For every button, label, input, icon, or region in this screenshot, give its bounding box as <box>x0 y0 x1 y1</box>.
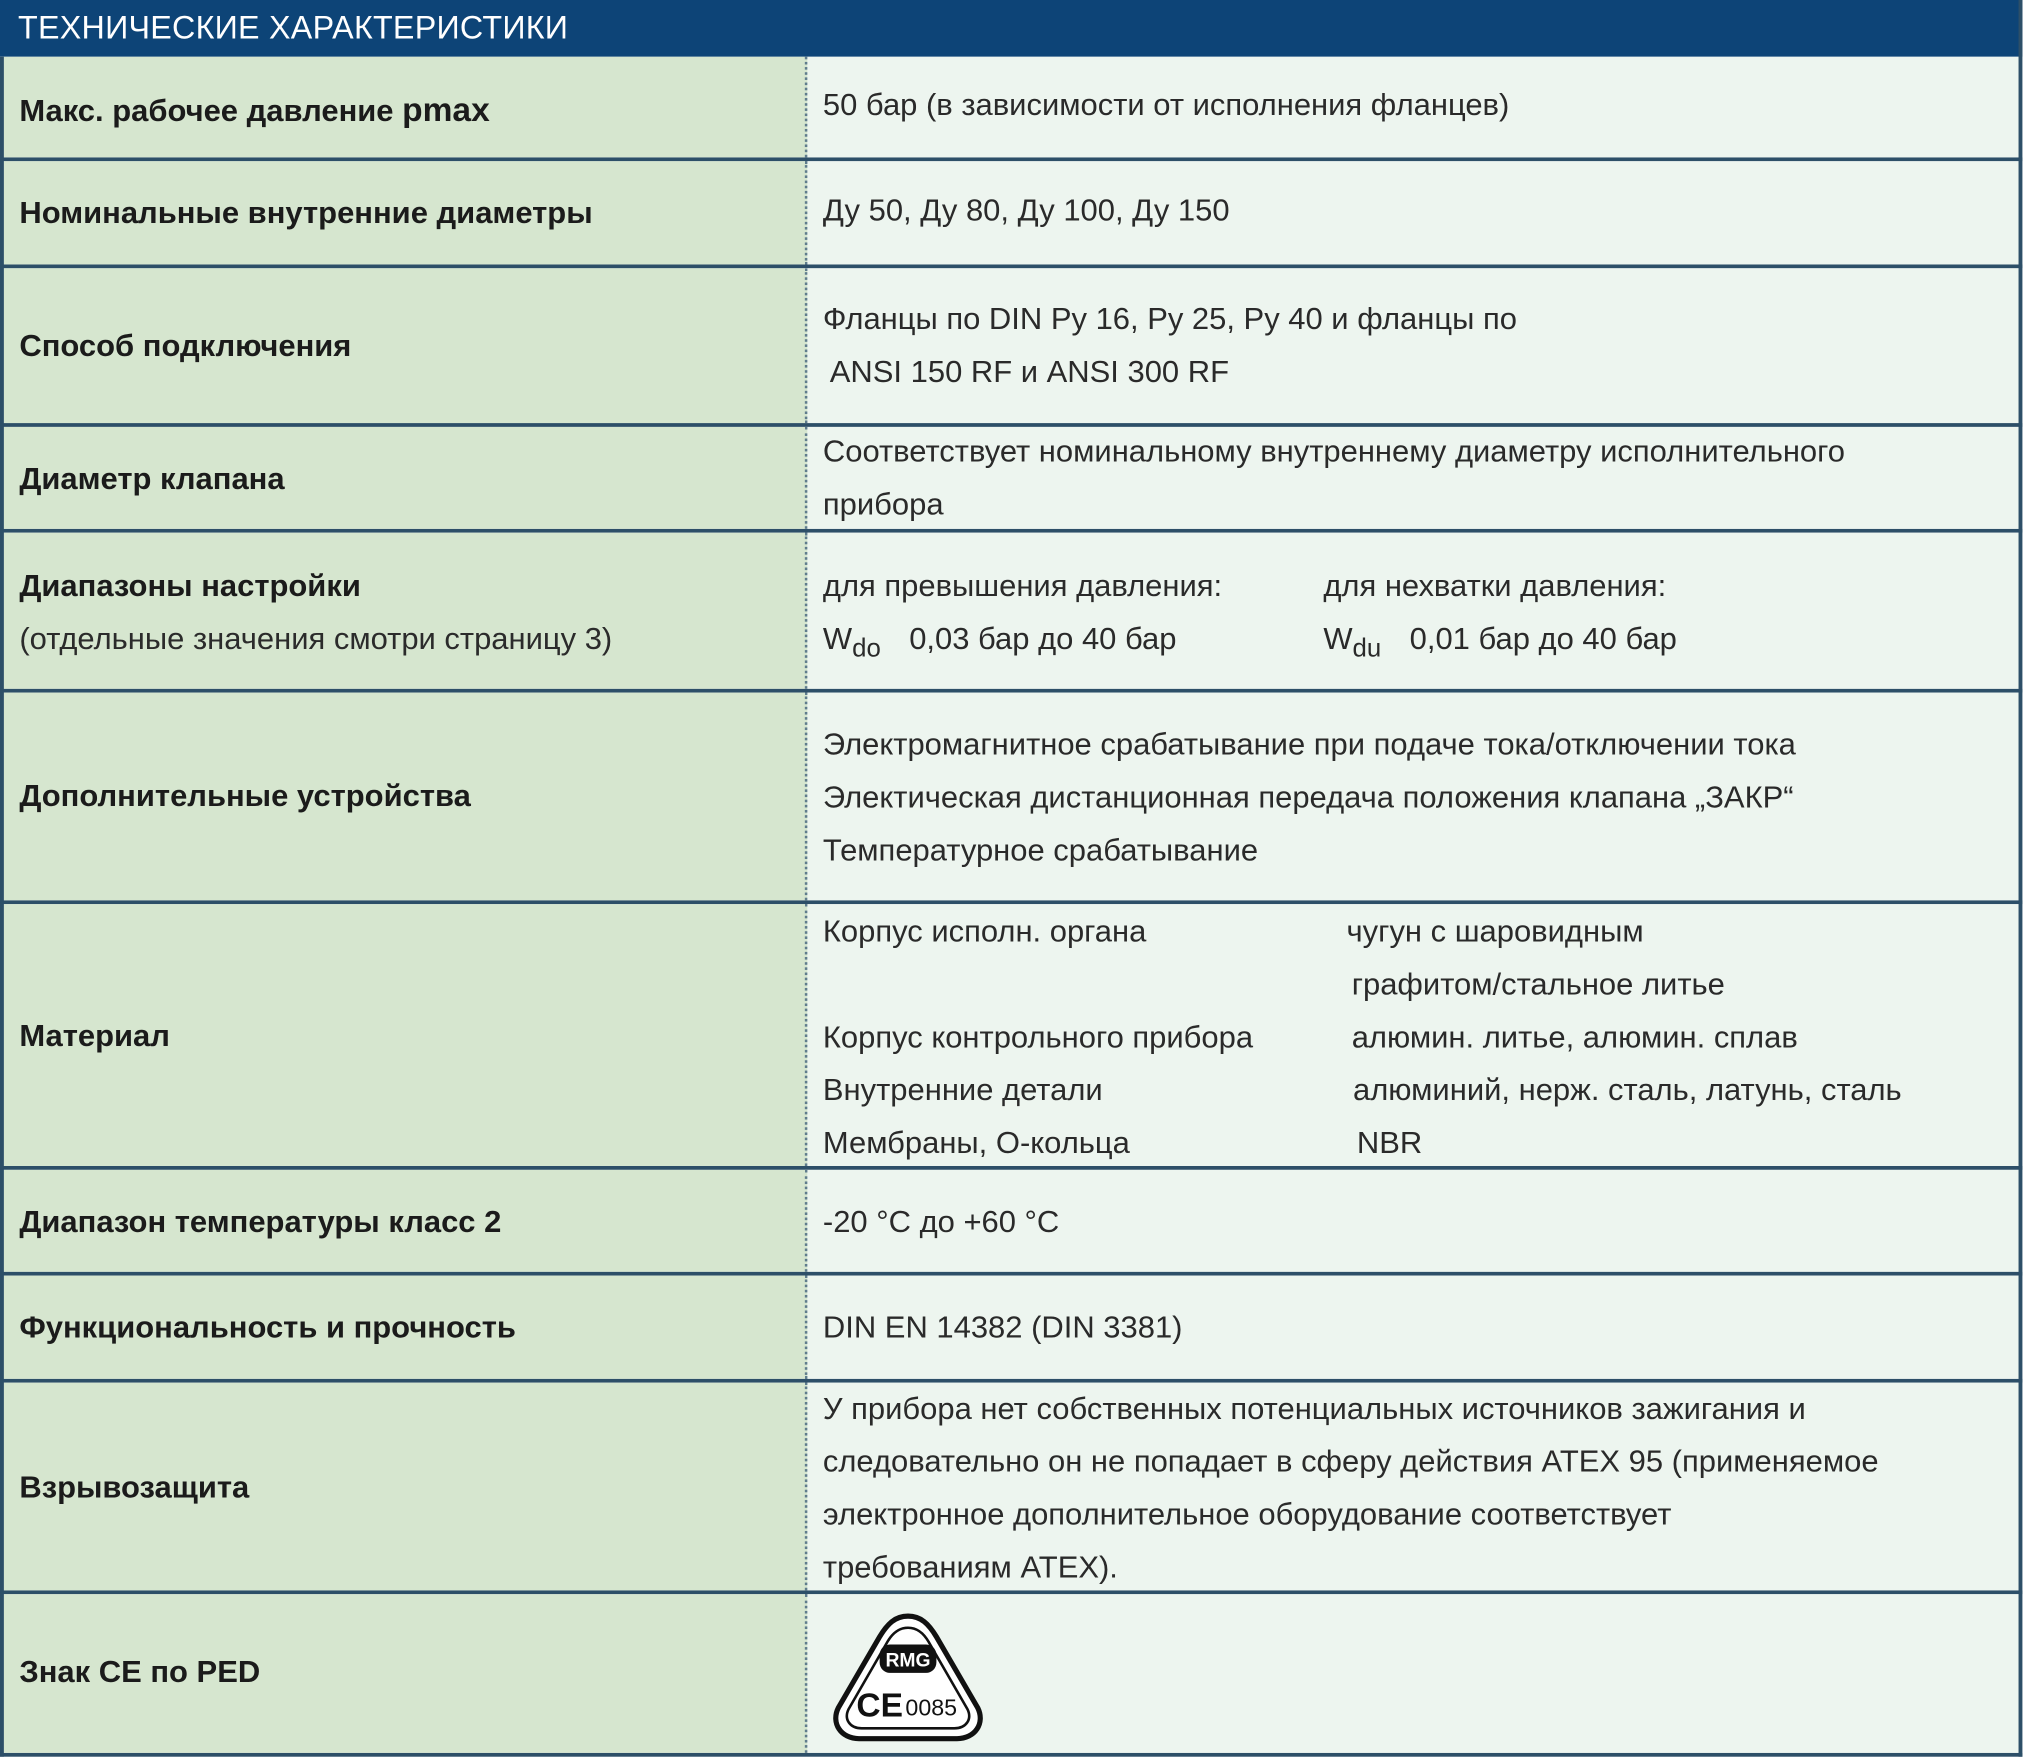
pmax-symbol: pmax <box>402 90 490 129</box>
label-temperature-range: Диапазон температуры класс 2 <box>19 1204 502 1240</box>
overpressure-symbol: W <box>822 621 853 657</box>
table-left-border <box>0 57 4 1757</box>
value-valve-diameter-line: прибора <box>822 487 944 523</box>
material-value: графитом/стальное литье <box>1351 967 1725 1003</box>
logo-rmg-text: RMG <box>885 1649 931 1672</box>
value-explosion-line: требованиям ATEX). <box>822 1550 1118 1586</box>
underpressure-range <box>1323 622 1677 665</box>
row-function-strength <box>0 1276 2022 1383</box>
row-additional-devices <box>0 693 2022 905</box>
label-explosion-protection: Взрывозащита <box>19 1470 250 1506</box>
row-explosion-protection <box>0 1383 2022 1595</box>
label-setting-ranges-note: (отдельные значения смотри страницу 3) <box>19 621 613 657</box>
value-nominal-diameters: Ду 50, Ду 80, Ду 100, Ду 150 <box>822 193 1230 229</box>
material-part: Внутренние детали <box>822 1073 1103 1108</box>
label-valve-diameter: Диаметр клапана <box>19 461 285 497</box>
value-explosion-line: следовательно он не попадает в сферу действия ATEX 95 (применяемое <box>822 1444 1879 1480</box>
value-additional-device: Электическая дистанционная передача положения клапана „ЗАКР“ <box>822 780 1794 816</box>
row-setting-ranges <box>0 533 2022 693</box>
value-max-pressure: 50 бар (в зависимости от исполнения фланцев) <box>822 87 1510 123</box>
material-value: алюмин. литье, алюмин. сплав <box>1351 1020 1798 1056</box>
underpressure-symbol: W <box>1323 621 1353 657</box>
label-max-pressure: Макс. рабочее давление pmax <box>19 90 490 129</box>
value-connection-line: Фланцы по DIN Py 16, Py 25, Py 40 и фланцы по <box>822 301 1517 337</box>
label-setting-ranges: Диапазоны настройки <box>19 568 361 604</box>
value-additional-device: Электромагнитное срабатывание при подаче тока/отключении тока <box>822 727 1796 763</box>
label-ce-mark: Знак СЕ по PED <box>19 1654 261 1690</box>
row-ce-mark <box>0 1594 2022 1757</box>
row-valve-diameter <box>0 427 2022 533</box>
logo-number-text: 0085 <box>905 1694 958 1721</box>
row-connection <box>0 268 2022 427</box>
row-max-pressure <box>0 57 2022 161</box>
label-function-strength: Функциональность и прочность <box>19 1310 516 1346</box>
section-header: ТЕХНИЧЕСКИЕ ХАРАКТЕРИСТИКИ <box>0 0 2022 57</box>
underpressure-subscript: du <box>1352 634 1382 663</box>
material-value: чугун с шаровидным <box>1346 914 1644 950</box>
label-additional-devices: Дополнительные устройства <box>19 779 471 814</box>
value-additional-device: Температурное срабатывание <box>822 833 1259 869</box>
value-valve-diameter-line: Соответствует номинальному внутреннему диаметру исполнительного <box>822 434 1845 470</box>
underpressure-value: 0,01 бар до 40 бар <box>1409 621 1677 657</box>
table-right-border <box>2019 0 2023 1757</box>
label-material: Материал <box>19 1018 170 1054</box>
label-connection: Способ подключения <box>19 328 352 364</box>
underpressure-title: для нехватки давления: <box>1323 568 1667 604</box>
value-connection-line: ANSI 150 RF и ANSI 300 RF <box>822 354 1229 390</box>
material-value: NBR <box>1356 1125 1423 1161</box>
value-explosion-line: электронное дополнительное оборудование соответствует <box>822 1497 1672 1533</box>
label-nominal-diameters: Номинальные внутренние диаметры <box>19 196 593 231</box>
overpressure-range <box>823 622 1177 665</box>
value-explosion-line: У прибора нет собственных потенциальных источников зажигания и <box>822 1391 1806 1427</box>
logo-ce-text: CE <box>856 1687 903 1725</box>
overpressure-value: 0,03 бар до 40 бар <box>909 621 1177 657</box>
material-part: Корпус исполн. органа <box>822 914 1147 950</box>
material-part: Мембраны, О-кольца <box>822 1125 1130 1161</box>
overpressure-subscript: do <box>852 634 881 663</box>
rmg-ce-logo-icon <box>828 1610 988 1744</box>
overpressure-title: для превышения давления: <box>822 568 1223 604</box>
material-value: алюминий, нерж. сталь, латунь, сталь <box>1353 1073 1902 1108</box>
value-temperature-range: -20 °C до +60 °C <box>822 1204 1060 1240</box>
row-nominal-diameters <box>0 161 2022 268</box>
value-function-strength: DIN EN 14382 (DIN 3381) <box>822 1310 1183 1346</box>
row-material <box>0 904 2022 1170</box>
material-part: Корпус контрольного прибора <box>822 1020 1254 1056</box>
row-temperature-range <box>0 1170 2022 1276</box>
